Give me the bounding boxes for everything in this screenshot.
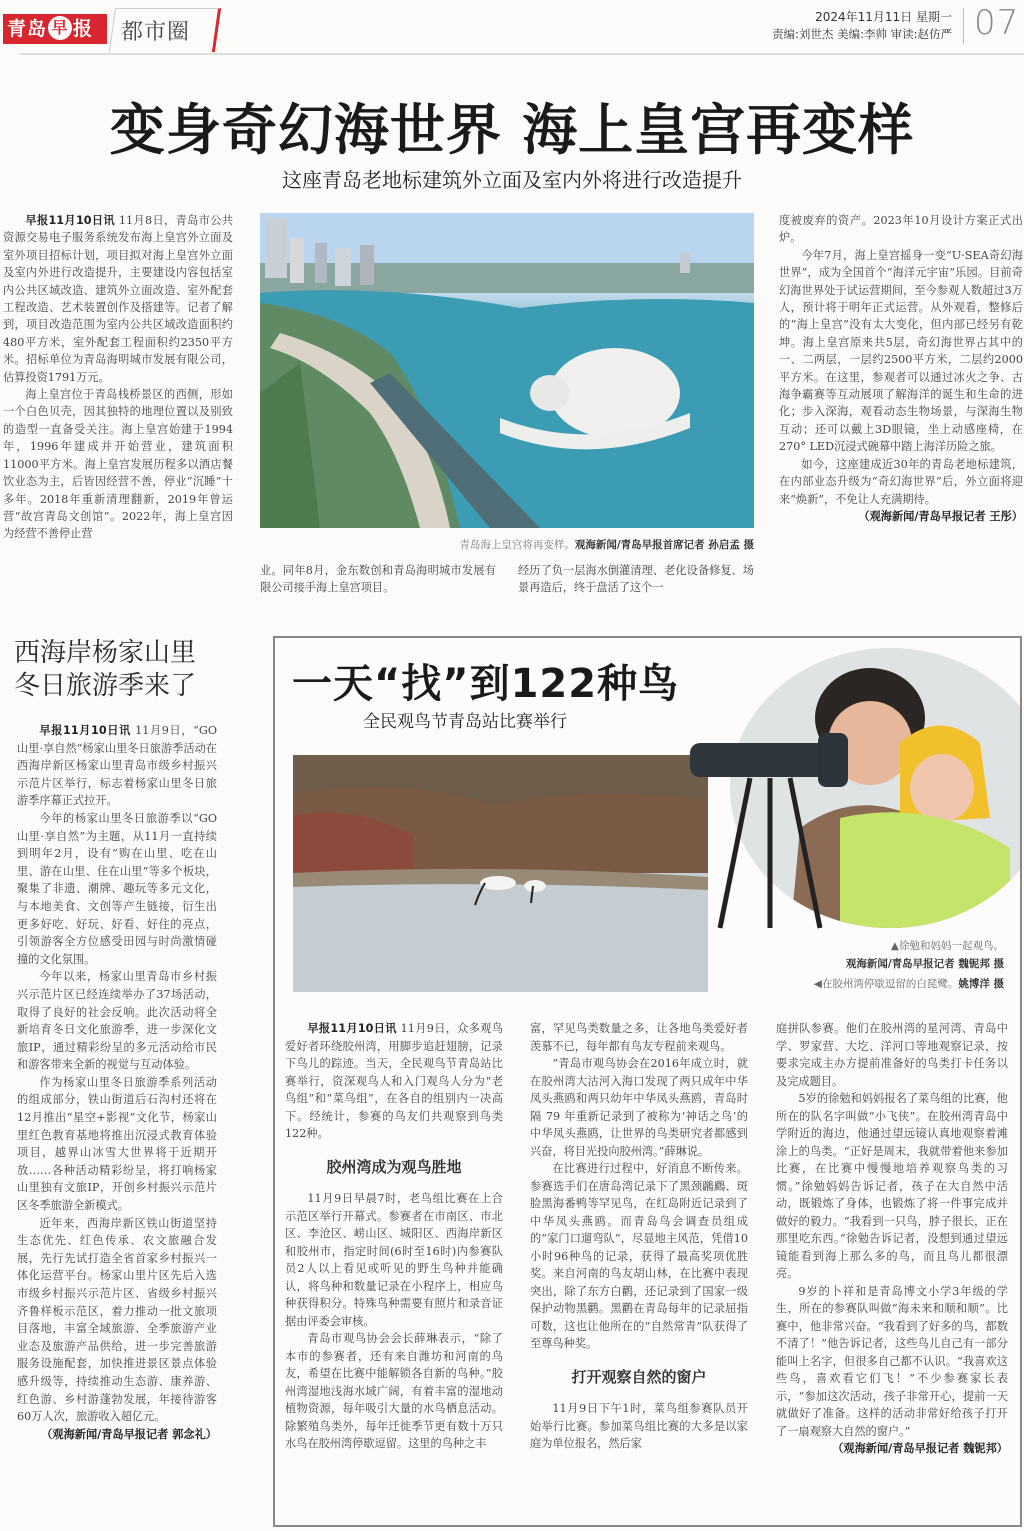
article2-paragraph [17, 722, 217, 810]
article2-headline [14, 637, 196, 703]
article1-column-1 [3, 212, 233, 543]
article3-subheadline: 全民观鸟节青岛站比赛举行 [363, 712, 567, 732]
article1-paragraph [3, 212, 233, 386]
page-number: 07 [974, 3, 1020, 43]
issue-date: 2024年11月11日 星期一 [815, 10, 952, 24]
article2-paragraph: 今年以来，杨家山里青岛市乡村振兴示范片区已经连续举办了37场活动，取得了良好的社会反响。此次活动将全新培育冬日文化旅游季，进一步深化文旅IP，通过精彩纷呈的多元活动给市民和游客带来全新的视觉与互动体验。 [17, 970, 217, 1072]
spoonbill-photo-illustration [293, 755, 708, 992]
article3-byline: （观海新闻/青岛早报记者 魏铌邦） [832, 1442, 1008, 1455]
article1-paragraph: 度被废弃的资产。2023年10月设计方案正式出炉。 [779, 214, 1023, 245]
mom-photo-credit: 观海新闻/青岛早报记者 魏铌邦 摄 [845, 958, 1004, 970]
article3-paragraph: 庭拼队参赛。他们在胶州湾的星河湾、青岛中学、罗家营、大圪、洋河口等地观察记录，按要求完成主办方提前准备好的鸟类打卡任务以及完成题目。 [776, 1022, 1008, 1088]
article3-paragraph: 5岁的徐勉和妈妈报名了菜鸟组的比赛，他所在的队名字叫做“小飞侠”。在胶州湾青岛中学附近的海边，他通过望远镜认真地观察着滩涂上的鸟类。“正好是周末，我就带着他来参加比赛，在比赛中慢慢地培养观察鸟类的习惯。”徐勉妈妈告诉记者，孩子在大自然中活动，既锻炼了身体，也锻炼了将一件事完成并做好的毅力。“我看到一只鸟，脖子很长，正在那里吃东西。”徐勉告诉记者，没想到通过望远镜能看到海上那么多的鸟，而且鸟儿都很漂亮。 [776, 1092, 1008, 1280]
birdwatching-photo-illustration [690, 648, 1020, 938]
article3-headline: 一天“找”到122种鸟 [292, 661, 680, 707]
dateline: 早报11月10日讯 [307, 1022, 397, 1035]
sea-palace-aerial-photo [260, 213, 754, 528]
editor-credits: 责编:刘世杰 美编:李帅 审读:赵仿严 [772, 27, 952, 41]
headline-line: 冬日旅游季来了 [14, 671, 197, 701]
paragraph-text: 11月9日，“GO山里·享自然”杨家山里冬日旅游季活动在西海岸新区杨家山里青岛市级乡村振兴示范片区举行，标志着杨家山里冬日旅游季序幕正式拉开。 [17, 724, 217, 808]
newspaper-logo [3, 14, 107, 44]
article3-paragraph: 青岛市观鸟协会会长薛琳表示，“除了本市的参赛者，还有来自潍坊和河南的鸟友，希望在比赛中能解锁各自新的鸟种。”胶州湾湿地浅海水域广阔，有着丰富的湿地动植物资源，每年吸引大量的水鸟栖息活动。除繁殖鸟类外，每年迁徙季节更有数十万只水鸟在胶州湾停歇逗留。这里的鸟种之丰 [285, 1332, 503, 1450]
article2-paragraph: 作为杨家山里冬日旅游季系列活动的组成部分，铁山街道后石沟村还将在12月推出“星空+影视”文化节，杨家山里红色教育基地将推出沉浸式教育体验项目，越界山冰雪大世界将于近期开放……各种活动精彩纷呈，将打响杨家山里独有文旅IP，开创乡村振兴示范片区冬季旅游全新模式。 [17, 1075, 217, 1213]
masthead-divider [963, 8, 964, 44]
caption-text: ◀在胶州湾停歇逗留的白琵鹭。 [813, 978, 959, 990]
masthead [0, 0, 1024, 54]
paragraph-text: 11月8日，青岛市公共资源交易电子服务系统发布海上皇宫外立面及室外项目招标计划，项目拟对海上皇宫外立面及室内外进行改造提升，主要建设内容包括室内公共区域改造、建筑外立面改造、室外配套工程改造、艺术装置创作及搭建等。记者了解到，项目改造范围为室内公共区域改造面积约480平方米，室外配套工程面积约2350平方米。招标单位为青岛海明城市发展有限公司，估算投资1791万元。 [3, 214, 233, 384]
dateline: 早报11月10日讯 [25, 214, 115, 227]
mom-photo-caption: ▲徐勉和妈妈一起观鸟。 [890, 940, 1004, 952]
logo-text-end: 报 [73, 18, 94, 40]
article2-body [17, 722, 217, 1443]
article3-paragraph: “青岛市观鸟协会在2016年成立时，就在胶州湾大沽河入海口发现了两只成年中华凤头燕鸥和两只幼年中华凤头燕鸥，青岛时隔 79 年重新记录到了被称为‘神话之鸟’的中华凤头燕鸥，让世界的鸟类研究者都感到兴奋，将目光投向胶州湾。”薛琳说。 [530, 1057, 748, 1158]
article1-column-4 [779, 212, 1023, 525]
egret-photo-credit: 姚博洋 摄 [958, 978, 1004, 990]
logo-text: 青岛 [7, 18, 48, 40]
article2-paragraph: 近年来，西海岸新区铁山街道坚持生态优先、红色传承、农文旅融合发展，先行先试打造全省首家乡村振兴一体化运营平台。杨家山里片区先后入选市级乡村振兴示范片区、省级乡村振兴齐鲁样板示范区，着力推动一批文旅项目落地，丰富全域旅游、全季旅游产业业态及旅游产品供给，进一步完善旅游服务设施配套，加快推进景区景点体验感升级等，持续推动生态游、康养游、红色游、乡村游蓬勃发展，年接待游客60万人次，旅游收入超亿元。 [17, 1216, 217, 1424]
headline-line: 西海岸杨家山里 [14, 638, 197, 668]
article3-paragraph: 11月9日早晨7时，老鸟组比赛在上合示范区举行开幕式。参赛者在市南区、市北区、李沧区、崂山区、城阳区、西海岸新区和胶州市，指定时间(6时至16时)内参赛队员2人以上看见或听见的野生鸟种并能确认，将鸟种和数量记录在小程序上，相应鸟种获得积分。特殊鸟种需要有照片和录音证据由评委会审核。 [285, 1192, 503, 1328]
article3-subhead: 胶州湾成为观鸟胜地 [326, 1157, 462, 1176]
article1-photo-caption [260, 537, 754, 552]
dateline: 早报11月10日讯 [39, 724, 131, 737]
article3-paragraph: 11月9日下午1时，菜鸟组参赛队员开始举行比赛。参加菜鸟组比赛的大多是以家庭为单位报名，然后家 [530, 1402, 748, 1450]
article2-byline: （观海新闻/青岛早报记者 郭念礼） [41, 1427, 217, 1441]
article1-subheadline: 这座青岛老地标建筑外立面及室内外将进行改造提升 [282, 168, 742, 192]
logo-circle-glyph: 早 [48, 16, 72, 40]
article1-paragraph: 经历了负一层海水倒灌清理、老化设备修复、场景再造后，终于盘活了这个一 [518, 564, 754, 595]
sea-palace-photo-illustration [260, 213, 754, 528]
article3-paragraph: 在比赛进行过程中，好消息不断传来。参赛选手们在唐岛湾记录下了黑颈鸊鷉、斑脸黑海番鸭等罕见鸟，在红岛附近记录到了中华凤头燕鸥。而青岛鸟会调查员组成的“家门口遛弯队”，尽显地主风范，凭借10小时96种鸟的记录，获得了最高奖项优胜奖。来自河南的鸟友胡山林，在比赛中表现突出，除了东方白鹳，还记录到了国家一级保护动物黑鹳。黑鹳在青岛每年的记录屈指可数，这也让他所在的“自然常青”队获得了至尊鸟种奖。 [530, 1162, 748, 1350]
article1-byline: （观海新闻/青岛早报记者 王彤） [858, 509, 1023, 523]
article3-paragraph [285, 1020, 503, 1143]
article3-column-1 [285, 1020, 503, 1453]
article1-column-3 [518, 562, 754, 597]
article3-paragraph: 富，罕见鸟类数量之多，让各地鸟类爱好者羡慕不已，每年都有鸟友专程前来观鸟。 [530, 1022, 748, 1053]
article1-paragraph: 今年7月，海上皇宫摇身一变“U·SEA奇幻海世界”，成为全国首个“海洋元宇宙”乐园。目前奇幻海世界处于试运营期间，至今参观人数超过3万人，预计将于明年正式运营。从外观看，整修后的“海上皇宫”没有太大变化，但内部已经另有乾坤。海上皇宫原来共5层，奇幻海世界占其中的一、二两层，一层约2500平方米，二层约2000平方米。在这里，参观者可以通过冰火之争、古海争霸赛等互动展项了解海洋的诞生和生命的进化；步入深海，观看动态生物场景，与深海生物互动；还可以戴上3D眼镜，坐上动感座椅，在270° LED沉浸式碗幕中踏上海洋历险之旅。 [779, 248, 1023, 454]
mother-child-birdwatching-photo [690, 648, 1020, 938]
article1-paragraph: 业。同年8月，金东数创和青岛海明城市发展有限公司接手海上皇宫项目。 [260, 564, 496, 595]
article1-paragraph [3, 386, 233, 543]
masthead-rule [20, 53, 1024, 55]
article1-column-2 [260, 562, 496, 597]
article3-column-2 [530, 1020, 748, 1453]
article1-paragraph: 如今，这座建成近30年的青岛老地标建筑，在内部业态升级为“奇幻海世界”后，外立面将迎来“焕新”，不免让人充满期待。 [779, 457, 1023, 506]
article3-column-3 [776, 1020, 1008, 1458]
caption-text: 青岛海上皇宫将再变样。 [459, 539, 575, 551]
section-name: 都市圈 [121, 20, 191, 45]
paragraph-text: 11月9日，众多观鸟爱好者环绕胶州湾，用脚步追赶翅膀，记录下鸟儿的踪迹。当天，全民观鸟节青岛站比赛举行，资深观鸟人和入门观鸟人分为“老鸟组”和“菜鸟组”，在各自的组别内一决高下。经统计，参赛的鸟友们共观察到鸟类122种。 [285, 1022, 503, 1140]
article3-subhead: 打开观察自然的窗户 [571, 1367, 707, 1386]
article1-headline: 变身奇幻海世界 海上皇宫再变样 [109, 98, 915, 162]
egret-photo-caption [814, 976, 1004, 991]
article2-paragraph: 今年的杨家山里冬日旅游季以“GO山里·享自然”为主题，从11月一直持续到明年2月，设有“购在山里、吃在山里、游在山里、住在山里”等多个板块，聚集了非遗、潮牌、趣玩等多元文化，与本地美食、文创等产生链接，衍生出更多好吃、好玩、好看、好住的亮点，引领游客全方位感受田园与时尚激情碰撞的文化氛围。 [17, 811, 217, 966]
spoonbill-photo [293, 755, 708, 992]
photo-credit: 观海新闻/青岛早报首席记者 孙启孟 摄 [574, 539, 754, 551]
article3-paragraph: 9岁的卜祥和是青岛博文小学3年级的学生，所在的参赛队叫做“海未来和顺和顺”。比赛中，他非常兴奋。“我看到了好多的鸟，都数不清了！”他告诉记者，这些鸟儿自己有一部分能叫上名字，但很多自己都不认识。“我喜欢这些鸟，喜欢看它们飞！”不少参赛家长表示，“参加这次活动，孩子非常开心，提前一天就做好了准备。这样的活动非常好给孩子打开了一扇观察大自然的窗户。” [776, 1284, 1008, 1438]
paragraph-text: 海上皇宫位于青岛栈桥景区的西侧，形如一个白色贝壳，因其独特的地理位置以及别致的造型一直备受关注。海上皇宫始建于1994年，1996年建成并开始营业，建筑面积11000平方米。海上皇宫发展历程多以酒店餐饮业态为主，后皆因经营不善，停业“沉睡”十多年。2018年重新清理翻新，2019年曾运营“故宫青岛文创馆”。2022年，海上皇宫因为经营不善停止营 [3, 388, 233, 541]
